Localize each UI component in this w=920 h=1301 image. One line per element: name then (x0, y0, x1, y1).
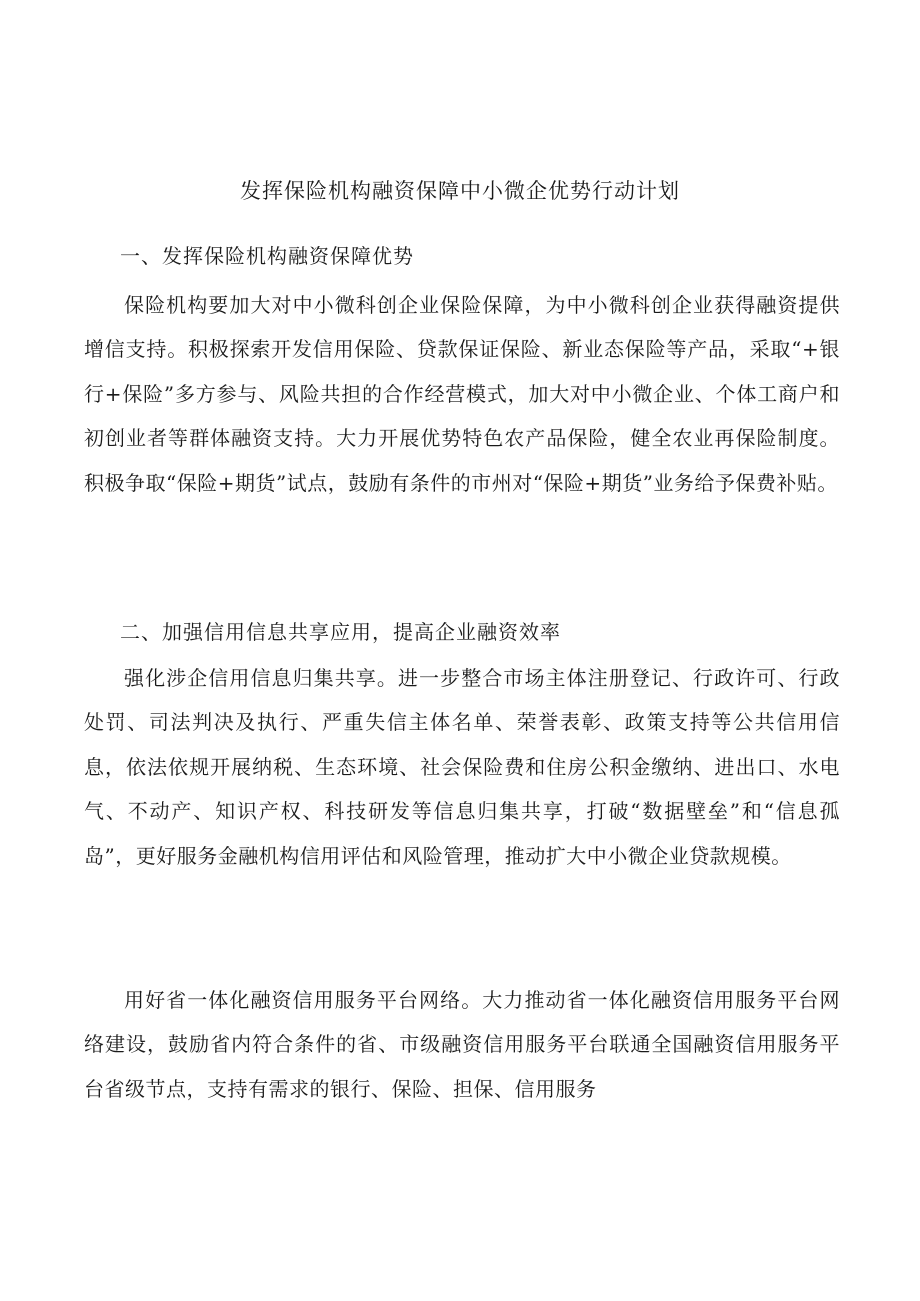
section-2-paragraph-2: 用好省一体化融资信用服务平台网络。大力推动省一体化融资信用服务平台网络建设，鼓励省内符合条件的省、市级融资信用服务平台联通全国融资信用服务平台省级节点，支持有需求的银行、保险、担保、信用服务 (84, 988, 840, 1101)
document-title: 发挥保险机构融资保障中小微企优势行动计划 (240, 179, 680, 203)
section-heading-1: 一、发挥保险机构融资保障优势 (120, 244, 414, 268)
section-heading-2: 二、加强信用信息共享应用，提高企业融资效率 (120, 620, 561, 644)
section-2-paragraph-1: 强化涉企信用信息归集共享。进一步整合市场主体注册登记、行政许可、行政处罚、司法判决及执行、严重失信主体名单、荣誉表彰、政策支持等公共信用信息，依法依规开展纳税、生态环境、社会保险费和住房公积金缴纳、进出口、水电气、不动产、知识产权、科技研发等信息归集共享，打破“数据壁垒”和“信息孤岛”，更好服务金融机构信用评估和风险管理，推动扩大中小微企业贷款规模。 (84, 666, 840, 868)
section-1-paragraph-1: 保险机构要加大对中小微科创企业保险保障，为中小微科创企业获得融资提供增信支持。积极探索开发信用保险、贷款保证保险、新业态保险等产品，采取“+银行+保险”多方参与、风险共担的合作经营模式，加大对中小微企业、个体工商户和初创业者等群体融资支持。大力开展优势特色农产品保险，健全农业再保险制度。积极争取“保险+期货”试点，鼓励有条件的市州对“保险+期货”业务给予保费补贴。 (84, 293, 840, 495)
